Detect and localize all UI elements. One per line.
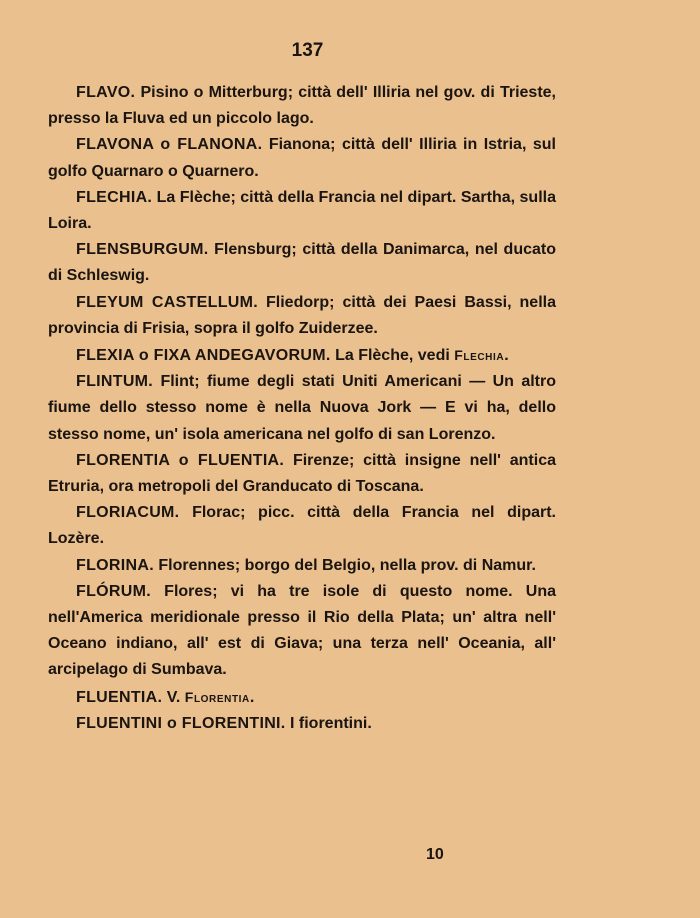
entry-flensburgum bbox=[48, 237, 556, 289]
entry-text: V. bbox=[162, 688, 185, 706]
signature-mark: 10 bbox=[426, 846, 444, 863]
entry-tail: . bbox=[504, 347, 509, 365]
entry-headword: FLENSBURGUM. bbox=[76, 241, 209, 259]
cross-reference: Florentia bbox=[184, 688, 250, 705]
entry-headword: FLINTUM. bbox=[76, 373, 154, 391]
page-number: 137 bbox=[291, 40, 324, 61]
entry-flexia bbox=[48, 342, 556, 369]
entry-headword: FLAVO. bbox=[76, 84, 136, 101]
entry-tail: . bbox=[249, 688, 255, 706]
entry-headword: FLORINA. bbox=[76, 556, 154, 574]
entry-text: Fliedorp; città dei Paesi Bassi, nella provincia di Frisia, sopra il golfo Zuiderzee. bbox=[48, 293, 556, 337]
entry-headword: FLÓRUM. bbox=[76, 582, 151, 600]
entry-headword: FLUENTINI o FLORENTINI. bbox=[76, 714, 286, 732]
entry-flintum bbox=[48, 369, 556, 448]
entry-headword: FLAVONA o FLANONA. bbox=[76, 136, 263, 154]
entry-fluentia bbox=[48, 684, 556, 711]
entry-florentia bbox=[48, 448, 556, 500]
entry-headword: FLORIACUM. bbox=[76, 504, 180, 522]
entry-flavona bbox=[48, 132, 556, 184]
entry-headword: FLECHIA. bbox=[76, 188, 153, 206]
cross-reference: Flechia bbox=[454, 347, 505, 364]
entry-headword: FLEXIA o FIXA ANDEGAVORUM. bbox=[76, 347, 331, 365]
entry-text: Flensburg; città della Danimarca, nel ducato di Schleswig. bbox=[48, 241, 556, 285]
entry-text: Fianona; città dell' Illiria in Istria, sul golfo Quarnaro o Quarnero. bbox=[48, 136, 556, 180]
entry-headword: FLEYUM CASTELLUM. bbox=[76, 293, 258, 311]
entry-text: Firenze; città insigne nell' antica Etruria, ora metropoli del Granducato di Toscana. bbox=[48, 451, 556, 496]
entry-florina bbox=[48, 553, 556, 579]
entry-fleyum-castellum bbox=[48, 290, 556, 342]
entry-flavo bbox=[48, 80, 556, 132]
entry-text: La Flèche, vedi bbox=[330, 347, 455, 365]
entry-fluentini bbox=[48, 711, 556, 737]
entry-text: Florac; picc. città della Francia nel dipart. Lozère. bbox=[48, 504, 556, 548]
entry-text: Florennes; borgo del Belgio, nella prov. di Namur. bbox=[153, 556, 536, 574]
entry-text: La Flèche; città della Francia nel dipart. Sartha, sulla Loira. bbox=[48, 188, 556, 233]
entry-text: Flint; fiume degli stati Uniti Americani — Un altro fiume dello stesso nome è nella Nuova Jork — E vi ha, dello stesso nome, un' isola americana nel golfo di san Lorenzo. bbox=[48, 373, 556, 443]
entry-headword: FLUENTIA. bbox=[76, 688, 163, 706]
entry-florum bbox=[48, 579, 556, 684]
entry-text: Pisino o Mitterburg; città dell' Illiria nel gov. di Trieste, presso la Fluva ed un piccolo lago. bbox=[48, 84, 556, 128]
entry-text: Flores; vi ha tre isole di questo nome. Una nell'America meridionale presso il Rio della Plata; un' altra nell' Oceano indiano, all' est di Giava; una terza nell' Oceania, all' arcipelago di Sumbava. bbox=[48, 582, 556, 679]
entry-flechia bbox=[48, 185, 556, 237]
entry-text: I fiorentini. bbox=[285, 714, 372, 732]
entry-headword: FLORENTIA o FLUENTIA. bbox=[76, 451, 285, 469]
dictionary-entries bbox=[48, 80, 556, 737]
entry-floriacum bbox=[48, 500, 556, 552]
